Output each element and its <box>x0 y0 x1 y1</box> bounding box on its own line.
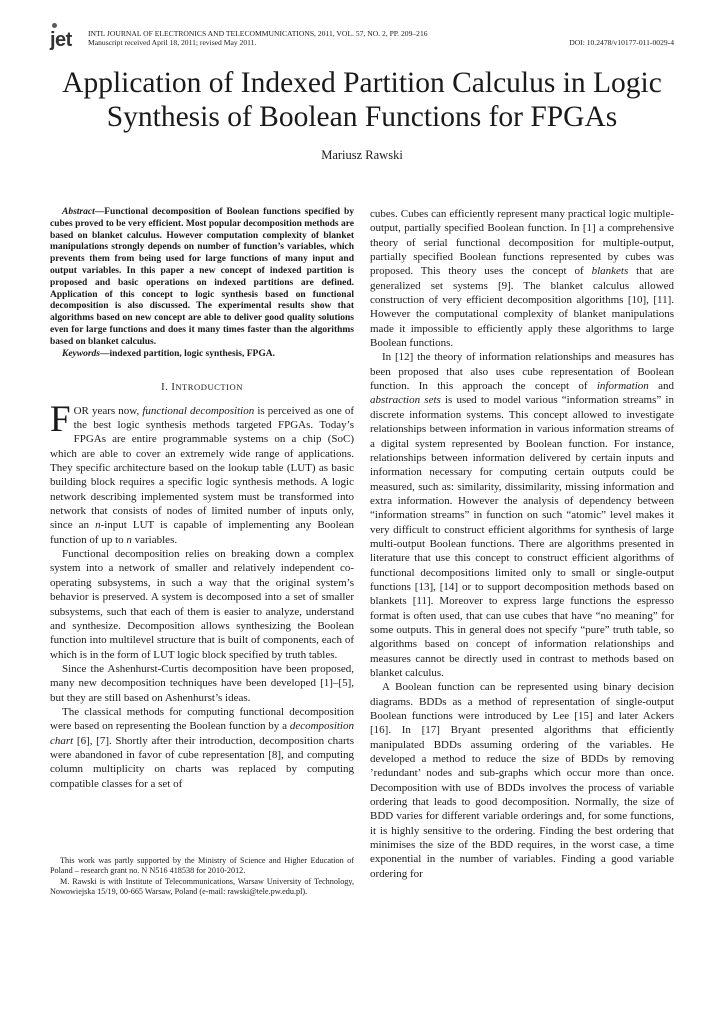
doi-line: DOI: 10.2478/v10177-011-0029-4 <box>569 38 674 47</box>
right-column <box>370 207 674 881</box>
math-variable: n <box>126 533 132 546</box>
keywords <box>50 349 354 361</box>
journal-logo <box>50 30 72 50</box>
right-paragraph-3: A Boolean function can be represented using binary decision diagrams. BDDs as a method of representation of single-output Boolean functions were introduced by Lee [15] and later Ackers [16]. In [17] Bryant presented algorithms that efficiently manipulated BDDs assuming ordering of the variables. He developed a method to reduce the size of BDDs by removing ’redundant’ nodes and sub-graphs which occur more than once. Decomposition with use of BDDs involves the process of variable ordering that leads to good decomposition. Normally, the size of BDD varies for different variable orderings and, for some functions, it is highly sensitive to the ordering. Finding the best ordering that minimises the size of the BDD requires, in the worst case, a time exponential in the number of variables. Finding a good variable ordering for <box>370 681 674 880</box>
text-run: [6], [7]. Shortly after their introduction, decomposition charts were abandoned in favor of cube representation [8], and computing column multiplicity on charts was replaced by computing compatible classes for a set of <box>50 734 354 790</box>
section-title-rest: NTRODUCTION <box>175 382 243 393</box>
drop-cap: F <box>50 398 71 440</box>
emphasis: information <box>596 380 649 393</box>
logo-dot <box>52 23 57 28</box>
paper-author: Mariusz Rawski <box>321 148 403 162</box>
manuscript-date-line: Manuscript received April 18, 2011; revised May 2011. <box>88 38 257 47</box>
keywords-text: —indexed partition, logic synthesis, FPGA. <box>100 348 275 359</box>
section-heading-introduction <box>50 380 354 395</box>
text-run: In [12] the theory of information relationships and measures has been proposed that also uses cube representation of Boolean function. In this approach the concept of <box>370 351 674 393</box>
footnotes <box>50 856 354 897</box>
intro-paragraph-4 <box>50 705 354 791</box>
text-run: The classical methods for computing functional decomposition were based on representing the Boolean function by a <box>50 705 354 733</box>
section-numeral: I. I <box>161 382 176 394</box>
footnote-affiliation: M. Rawski is with Institute of Telecommunications, Warsaw University of Technology, Nowowiejska 15/19, 00-665 Warsaw, Poland (e-mail: rawski@tele.pw.edu.pl). <box>50 876 354 896</box>
logo-text: jet <box>50 29 72 51</box>
left-column <box>50 207 354 791</box>
abstract-label: Abstract <box>62 207 95 217</box>
journal-citation-line: INTL JOURNAL OF ELECTRONICS AND TELECOMMUNICATIONS, 2011, VOL. 57, NO. 2, PP. 209–216 <box>88 29 428 38</box>
right-paragraph-1 <box>370 207 674 350</box>
intro-paragraph-3: Since the Ashenhurst-Curtis decomposition have been proposed, many new decomposition techniques have been developed [1]–[5], but they are still based on Ashenhurst’s ideas. <box>50 662 354 704</box>
abstract-text: —Functional decomposition of Boolean functions specified by cubes proved to be very efficient. Most popular decomposition methods are based on blanket calculus. However computation complexity of blanket manipulations strongly depends on number of function’s variables, which prevents them from being used for large functions of many input and output variables. In this paper a new concept of indexed partition is proposed and basic operations on indexed partitions are defined. Application of this concept to logic synthesis based on functional decomposition is also discussed. The experimental results show that algorithms based on new concept are able to deliver good quality solutions even for large functions and does it many times faster than the algorithms based on blanket calculus. <box>50 207 354 347</box>
emphasis: blankets <box>591 265 629 278</box>
intro-paragraph-1 <box>50 398 355 547</box>
journal-header <box>50 28 674 52</box>
right-paragraph-2 <box>370 350 674 680</box>
text-run: variables. <box>131 533 178 546</box>
text-run: and <box>648 380 674 393</box>
emphasis: decomposition chart <box>50 720 354 747</box>
emphasis: functional decomposition <box>142 404 255 417</box>
text-run: cubes. Cubes can efficiently represent many practical logic multiple-output, partially specified Boolean function. In [1] a comprehensive theory of serial functional decomposition for multiple-output, partially specified Boolean functions represented by cubes was proposed. This theory uses the concept of <box>370 208 674 278</box>
text-run: -input LUT is capable of implementing any Boolean function of up to <box>50 519 355 546</box>
math-variable: n <box>95 519 101 532</box>
keywords-label: Keywords <box>62 348 100 359</box>
emphasis: abstraction sets <box>370 394 441 407</box>
intro-paragraph-2: Functional decomposition relies on breaking down a complex system into a network of smaller and relatively independent co-operating subsystems, in such a way that the original system’s behavior is preserved. A system is decomposed into a set of smaller subsystems, such that each of them is easier to analyze, understand and synthesize. Decomposition allows synthesizing the Boolean function into multilevel structure that is built of components, each of which is in the form of LUT logic block specified by truth tables. <box>50 548 354 661</box>
text-run: OR years now, <box>73 404 143 417</box>
text-run: is used to model various “information streams” in discrete information systems. This concept allowed to investigate relationships between information in various information streams of a digital system represented by Boolean function. For instance, relationships between information delivered by certain inputs and information necessary for computing certain outputs could be measured, such as: similarity, dissimilarity, missing information and extra information. However the analysis of dependency between “information streams” in function on such “atomic” level makes it very difficult to construct efficient algorithms for synthesis of large multi-output Boolean functions. There are algorithms presented in literature that use this concept to construct efficient algorithms of functional decompositions limited only to small or single-output functions [13], [14] or to support decomposition methods based on blankets [11]. Moreover to express large functions the espresso format is often used, that can use cubes that have “no meaning” for some outputs. This in general does not specify “pure” truth table, so algorithms based on concept of information relationships and measures cannot be directly used in contrast to methods based on blanket calculus. <box>370 394 674 679</box>
text-run: that are generalized set systems [9]. The blanket calculus allowed construction of very efficient decomposition algorithms [10], [11]. However the computational complexity of blanket manipulations made it impossible to efficiently apply these algorithms to large Boolean functions. <box>370 265 674 350</box>
text-run: is perceived as one of the best logic synthesis methods targeted FPGAs. Today’s FPGAs are entire programmable systems on a chip (SoC) which are able to cover an extremely wide range of applications. They specific architecture based on the lookup table (LUT) as basic building block requires a specific logic synthesis methods. A logic network describing implemented system must be transformed into network that consists of nodes of limited number of inputs only, since an <box>50 404 355 532</box>
abstract <box>50 207 354 349</box>
paper-title: Application of Indexed Partition Calculus in Logic Synthesis of Boolean Functions for FPGAs <box>62 67 662 133</box>
footnote-funding: This work was partly supported by the Ministry of Science and Higher Education of Poland – research grant no. N N516 418538 for 2010-2012. <box>50 856 354 876</box>
